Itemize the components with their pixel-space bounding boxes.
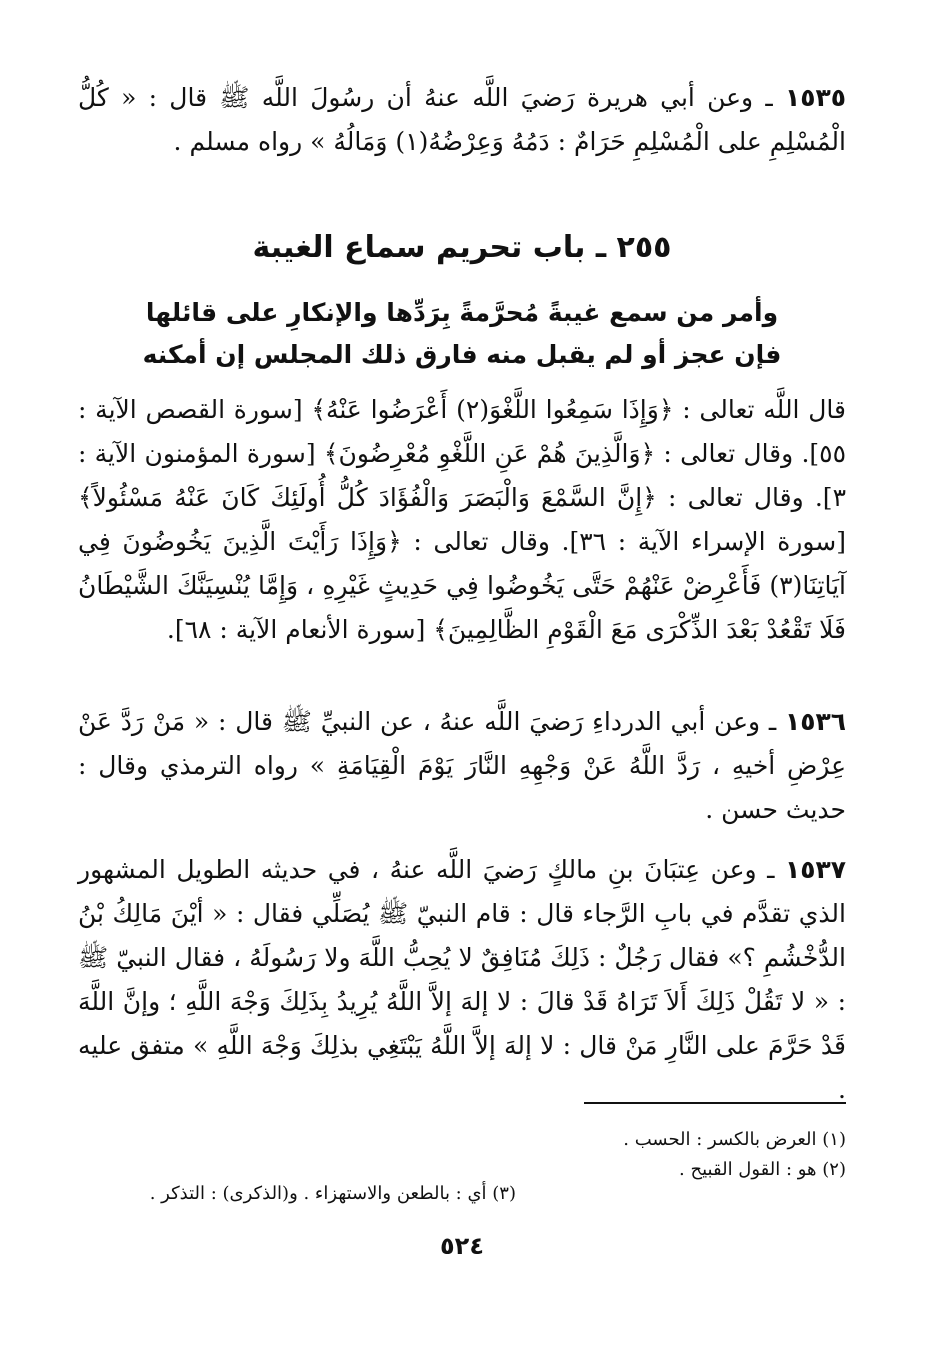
- footnote-1: (١) العرض بالكسر : الحسب .: [623, 1129, 846, 1150]
- hadith-text: ـ وعن أبي هريرة رَضيَ اللَّه عنهُ أن رسُولَ اللَّه ﷺ قال : « كُلُّ الْمُسْلِمِ على الْمُسْلِمِ حَرَامٌ : دَمُهُ وَعِرْضُهُ(١) وَمَالُهُ » رواه مسلم .: [78, 83, 846, 156]
- hadith-number: ١٥٣٦: [784, 707, 846, 736]
- hadith-1537: [78, 848, 846, 1112]
- quran-verses-paragraph: قال اللَّه تعالى : ﴿وَإِذَا سَمِعُوا اللَّغْوَ(٢) أَعْرَضُوا عَنْهُ﴾ [سورة القصص الآية : ٥٥]. وقال تعالى : ﴿وَالَّذِينَ هُمْ عَنِ اللَّغْوِ مُعْرِضُونَ﴾ [سورة المؤمنون الآية : ٣]. وقال تعالى : ﴿إِنَّ السَّمْعَ وَالْبَصَرَ وَالْفُؤَادَ كُلُّ أُولَئِكَ كَانَ عَنْهُ مَسْئُولاً﴾ [سورة الإسراء الآية : ٣٦]. وقال تعالى : ﴿وَإِذَا رَأَيْتَ الَّذِينَ يَخُوضُونَ فِي آيَاتِنَا(٣) فَأَعْرِضْ عَنْهُمْ حَتَّى يَخُوضُوا فِي حَدِيثٍ غَيْرِهِ ، وَإِمَّا يُنْسِيَنَّكَ الشَّيْطَانُ فَلَا تَقْعُدْ بَعْدَ الذِّكْرَى مَعَ الْقَوْمِ الظَّالِمِينَ﴾ [سورة الأنعام الآية : ٦٨].: [78, 395, 846, 644]
- page-number: ٥٢٤: [440, 1232, 484, 1260]
- chapter-title: ٢٥٥ ـ باب تحريم سماع الغيبة: [252, 230, 672, 265]
- hadith-text: ـ وعن عِتبَانَ بنِ مالكٍ رَضيَ اللَّه عنهُ ، في حديثه الطويل المشهور الذي تقدَّم في بابِ الرَّجاء قال : قام النبيّ ﷺ يُصَلِّي فقال : « أيْنَ مَالِكُ بْنُ الدُّخْشُمِ ؟» فقال رَجُلٌ : ذَلِكَ مُنَافِقٌ لا يُحِبُّ اللَّهَ ولا رَسُولَهُ ، فقال النبيّ ﷺ : « لا تَقُلْ ذَلِكَ أَلاَ تَرَاهُ قَدْ قالَ : لا إلهَ إلاَّ اللَّهُ يُرِيدُ بِذَلِكَ وَجْهَ اللَّهِ ؛ وإنَّ اللَّهَ قَدْ حَرَّمَ على النَّارِ مَنْ قال : لا إلهَ إلاَّ اللَّهُ يَبْتَغِي بذلِكَ وَجْهَ اللَّهِ » متفق عليه .: [78, 855, 846, 1104]
- hadith-number: ١٥٣٥: [784, 83, 846, 112]
- footnote-3: (٣) أي : بالطعن والاستهزاء . و(الذكرى) : التذكر .: [149, 1183, 516, 1204]
- chapter-subtitle-line-2: فإن عجز أو لم يقبل منه فارق ذلك المجلس إن أمكنه: [142, 340, 782, 369]
- hadith-1536: [78, 700, 846, 832]
- hadith-text: ـ وعن أبي الدرداءِ رَضيَ اللَّه عنهُ ، عن النبيِّ ﷺ قال : « مَنْ رَدَّ عَنْ عِرْضِ أخيهِ ، رَدَّ اللَّهُ عَنْ وَجْهِهِ النَّارَ يَوْمَ الْقِيَامَةِ » رواه الترمذي وقال : حديث حسن .: [78, 707, 846, 824]
- chapter-subtitle: [78, 292, 846, 376]
- chapter-subtitle-line-1: وأمر من سمع غيبةً مُحرَّمةً بِرَدِّها والإنكارِ على قائلها: [145, 298, 779, 327]
- hadith-1535: [78, 76, 846, 164]
- book-page: [78, 70, 846, 1310]
- footnote-divider: [584, 1102, 846, 1104]
- footnote-2: (٢) هو : القول القبيح .: [679, 1159, 846, 1180]
- hadith-number: ١٥٣٧: [784, 855, 846, 884]
